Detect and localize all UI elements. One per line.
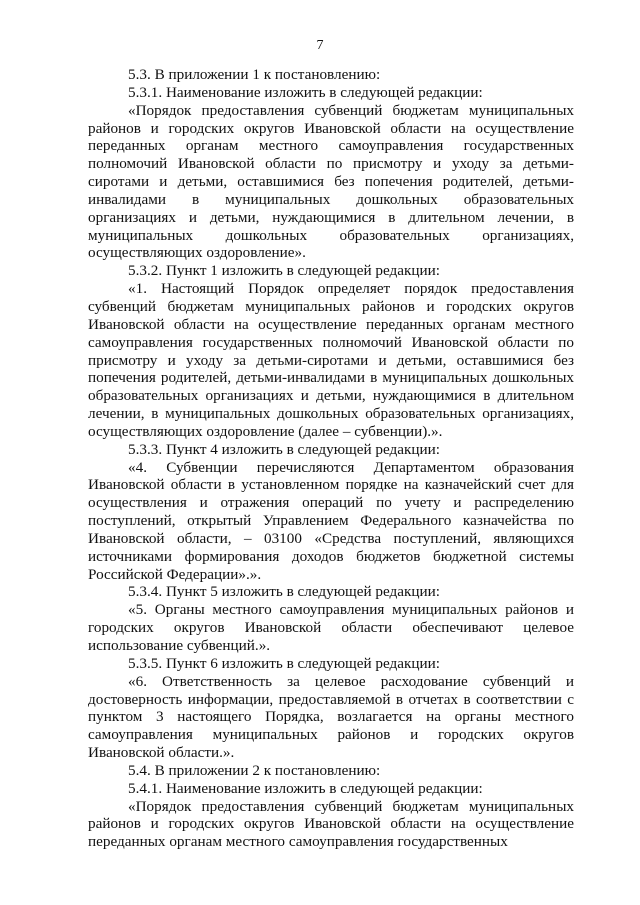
paragraph-quote-item-5: «5. Органы местного самоуправления муниципальных районов и городских округов Ивановской области обеспечивают целевое использование субвенций.».: [88, 601, 574, 654]
document-body: [88, 66, 574, 851]
paragraph-5-3: 5.3. В приложении 1 к постановлению:: [128, 66, 381, 83]
paragraph-5-3-3: 5.3.3. Пункт 4 изложить в следующей редакции:: [128, 440, 441, 458]
paragraph-5-3-1: 5.3.1. Наименование изложить в следующей редакции:: [128, 83, 483, 101]
page-number: 7: [316, 38, 324, 53]
paragraph-quote-item-6: «6. Ответственность за целевое расходование субвенций и достоверность информации, предоставляемой в отчетах в соответствии с пунктом 3 настоящего Порядка, возлагается на органы местного самоуправления муниципальных районов и городских округов Ивановской области.».: [88, 672, 574, 762]
paragraph-5-3-2: 5.3.2. Пункт 1 изложить в следующей редакции:: [128, 262, 441, 280]
paragraph-quote-title-1: «Порядок предоставления субвенций бюджетам муниципальных районов и городских округов Ивановской области на осуществление переданных органам местного самоуправления государственных полномочий Ивановской области по присмотру и уходу за детьми-сиротами и детьми, оставшимися без попечения родителей, детьми-инвалидами в муниципальных дошкольных образовательных организациях и детьми, нуждающимися в длительном лечении, в муниципальных дошкольных образовательных организациях, осуществляющих оздоровление».: [88, 101, 574, 262]
paragraph-quote-item-4: «4. Субвенции перечисляются Департаментом образования Ивановской области в установленном порядке на казначейский счет для осуществления и отражения операций по учету и распределению поступлений, открытый Управлением Федерального казначейства по Ивановской области, – 03100 «Средства поступлений, являющихся источниками формирования доходов бюджетов бюджетной системы Российской Федерации».».: [88, 458, 574, 583]
paragraph-5-4: 5.4. В приложении 2 к постановлению:: [128, 761, 381, 779]
paragraph-5-3-4: 5.3.4. Пункт 5 изложить в следующей редакции:: [128, 583, 441, 601]
paragraph-quote-title-2: «Порядок предоставления субвенций бюджетам муниципальных районов и городских округов Ивановской области на осуществление переданных органам местного самоуправления государственных: [88, 797, 574, 851]
paragraph-5-4-1: 5.4.1. Наименование изложить в следующей редакции:: [128, 779, 483, 797]
paragraph-quote-item-1: «1. Настоящий Порядок определяет порядок предоставления субвенций бюджетам муниципальных районов и городских округов Ивановской области на осуществление переданных органам местного самоуправления государственных полномочий Ивановской области по присмотру и уходу за детьми-сиротами и детьми, оставшимися без попечения родителей, детьми-инвалидами в муниципальных дошкольных образовательных организациях и детьми, нуждающимися в длительном лечении, в муниципальных дошкольных образовательных организациях, осуществляющих оздоровление (далее – субвенции).».: [88, 280, 574, 440]
paragraph-5-3-5: 5.3.5. Пункт 6 изложить в следующей редакции:: [128, 654, 441, 672]
